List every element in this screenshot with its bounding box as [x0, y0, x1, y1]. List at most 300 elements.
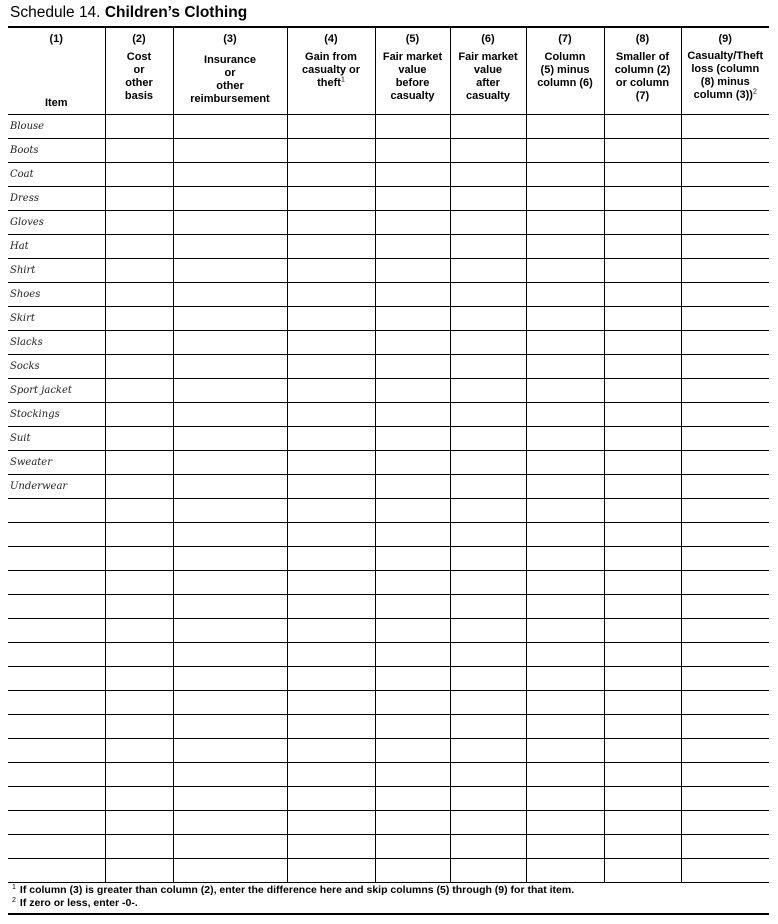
- table-row: [8, 259, 769, 283]
- entry-cell[interactable]: [681, 523, 769, 547]
- entry-cell[interactable]: [681, 307, 769, 331]
- entry-cell[interactable]: [450, 547, 526, 571]
- entry-cell[interactable]: [375, 331, 450, 355]
- entry-cell[interactable]: [173, 835, 287, 859]
- item-name-cell[interactable]: Blouse: [8, 115, 105, 139]
- entry-cell[interactable]: [375, 835, 450, 859]
- entry-cell[interactable]: [681, 403, 769, 427]
- entry-cell[interactable]: [450, 235, 526, 259]
- entry-cell[interactable]: [450, 139, 526, 163]
- item-name-cell[interactable]: Suit: [8, 427, 105, 451]
- entry-cell[interactable]: [105, 619, 173, 643]
- entry-cell[interactable]: [287, 523, 375, 547]
- entry-cell[interactable]: [105, 187, 173, 211]
- entry-cell[interactable]: [173, 451, 287, 475]
- entry-cell[interactable]: [604, 691, 681, 715]
- entry-cell[interactable]: [526, 475, 604, 499]
- item-name-cell[interactable]: Sport jacket: [8, 379, 105, 403]
- entry-cell[interactable]: [526, 187, 604, 211]
- entry-cell[interactable]: [173, 187, 287, 211]
- entry-cell[interactable]: [450, 355, 526, 379]
- item-name-cell[interactable]: Underwear: [8, 475, 105, 499]
- entry-cell[interactable]: [526, 115, 604, 139]
- entry-cell[interactable]: [604, 739, 681, 763]
- entry-cell[interactable]: [173, 163, 287, 187]
- entry-cell[interactable]: [105, 595, 173, 619]
- entry-cell[interactable]: [287, 619, 375, 643]
- item-name-cell[interactable]: Sweater: [8, 451, 105, 475]
- entry-cell[interactable]: [287, 379, 375, 403]
- entry-cell[interactable]: [681, 811, 769, 835]
- entry-cell[interactable]: [526, 619, 604, 643]
- entry-cell[interactable]: [287, 307, 375, 331]
- entry-cell[interactable]: [105, 523, 173, 547]
- entry-cell[interactable]: [105, 115, 173, 139]
- entry-cell[interactable]: [450, 379, 526, 403]
- entry-cell[interactable]: [681, 451, 769, 475]
- entry-cell[interactable]: [287, 187, 375, 211]
- entry-cell[interactable]: [604, 403, 681, 427]
- entry-cell[interactable]: [173, 859, 287, 883]
- item-name-cell[interactable]: [8, 547, 105, 571]
- entry-cell[interactable]: [604, 787, 681, 811]
- entry-cell[interactable]: [375, 283, 450, 307]
- entry-cell[interactable]: [526, 835, 604, 859]
- entry-cell[interactable]: [173, 763, 287, 787]
- entry-cell[interactable]: [526, 643, 604, 667]
- entry-cell[interactable]: [604, 499, 681, 523]
- entry-cell[interactable]: [173, 499, 287, 523]
- entry-cell[interactable]: [287, 715, 375, 739]
- entry-cell[interactable]: [173, 547, 287, 571]
- entry-cell[interactable]: [105, 739, 173, 763]
- entry-cell[interactable]: [450, 691, 526, 715]
- entry-cell[interactable]: [681, 259, 769, 283]
- entry-cell[interactable]: [604, 307, 681, 331]
- entry-cell[interactable]: [173, 691, 287, 715]
- col-header-item: [8, 28, 105, 115]
- entry-cell[interactable]: [105, 379, 173, 403]
- entry-cell[interactable]: [287, 739, 375, 763]
- entry-cell[interactable]: [450, 427, 526, 451]
- entry-cell[interactable]: [375, 163, 450, 187]
- item-name-cell[interactable]: [8, 691, 105, 715]
- entry-cell[interactable]: [105, 211, 173, 235]
- item-name-cell[interactable]: [8, 571, 105, 595]
- entry-cell[interactable]: [173, 139, 287, 163]
- entry-cell[interactable]: [450, 835, 526, 859]
- entry-cell[interactable]: [604, 259, 681, 283]
- entry-cell[interactable]: [173, 283, 287, 307]
- entry-cell[interactable]: [526, 331, 604, 355]
- entry-cell[interactable]: [450, 283, 526, 307]
- entry-cell[interactable]: [450, 715, 526, 739]
- entry-cell[interactable]: [604, 835, 681, 859]
- entry-cell[interactable]: [375, 691, 450, 715]
- entry-cell[interactable]: [526, 283, 604, 307]
- table-row: [8, 595, 769, 619]
- entry-cell[interactable]: [375, 307, 450, 331]
- entry-cell[interactable]: [287, 691, 375, 715]
- entry-cell[interactable]: [375, 235, 450, 259]
- entry-cell[interactable]: [287, 235, 375, 259]
- item-name-cell[interactable]: [8, 667, 105, 691]
- entry-cell[interactable]: [105, 355, 173, 379]
- entry-cell[interactable]: [526, 379, 604, 403]
- entry-cell[interactable]: [375, 403, 450, 427]
- entry-cell[interactable]: [450, 763, 526, 787]
- footnote-mark: 2: [12, 896, 16, 904]
- entry-cell[interactable]: [287, 259, 375, 283]
- entry-cell[interactable]: [604, 283, 681, 307]
- entry-cell[interactable]: [450, 115, 526, 139]
- entry-cell[interactable]: [173, 643, 287, 667]
- entry-cell[interactable]: [450, 163, 526, 187]
- entry-cell[interactable]: [375, 739, 450, 763]
- entry-cell[interactable]: [526, 355, 604, 379]
- item-name-cell[interactable]: Slacks: [8, 331, 105, 355]
- col-header-fmv-before: [375, 28, 450, 115]
- entry-cell[interactable]: [375, 427, 450, 451]
- entry-cell[interactable]: [105, 307, 173, 331]
- entry-cell[interactable]: [105, 715, 173, 739]
- entry-cell[interactable]: [526, 859, 604, 883]
- entry-cell[interactable]: [287, 115, 375, 139]
- col-number: (6): [481, 33, 495, 45]
- entry-cell[interactable]: [105, 571, 173, 595]
- entry-cell[interactable]: [375, 811, 450, 835]
- entry-cell[interactable]: [375, 859, 450, 883]
- entry-cell[interactable]: [526, 763, 604, 787]
- entry-cell[interactable]: [287, 163, 375, 187]
- entry-cell[interactable]: [287, 499, 375, 523]
- entry-cell[interactable]: [681, 379, 769, 403]
- entry-cell[interactable]: [287, 763, 375, 787]
- entry-cell[interactable]: [604, 187, 681, 211]
- entry-cell[interactable]: [105, 403, 173, 427]
- entry-cell[interactable]: [604, 811, 681, 835]
- entry-cell[interactable]: [604, 139, 681, 163]
- entry-cell[interactable]: [450, 811, 526, 835]
- entry-cell[interactable]: [375, 715, 450, 739]
- entry-cell[interactable]: [287, 547, 375, 571]
- entry-cell[interactable]: [287, 451, 375, 475]
- entry-cell[interactable]: [604, 571, 681, 595]
- entry-cell[interactable]: [526, 667, 604, 691]
- entry-cell[interactable]: [287, 427, 375, 451]
- entry-cell[interactable]: [681, 715, 769, 739]
- item-name-cell[interactable]: [8, 739, 105, 763]
- entry-cell[interactable]: [173, 259, 287, 283]
- entry-cell[interactable]: [173, 715, 287, 739]
- entry-cell[interactable]: [375, 547, 450, 571]
- entry-cell[interactable]: [287, 571, 375, 595]
- entry-cell[interactable]: [375, 763, 450, 787]
- entry-cell[interactable]: [681, 499, 769, 523]
- entry-cell[interactable]: [526, 163, 604, 187]
- entry-cell[interactable]: [681, 163, 769, 187]
- entry-cell[interactable]: [105, 787, 173, 811]
- item-name-cell[interactable]: Stockings: [8, 403, 105, 427]
- entry-cell[interactable]: [604, 451, 681, 475]
- entry-cell[interactable]: [105, 427, 173, 451]
- entry-cell[interactable]: [526, 139, 604, 163]
- entry-cell[interactable]: [526, 211, 604, 235]
- entry-cell[interactable]: [526, 571, 604, 595]
- entry-cell[interactable]: [375, 115, 450, 139]
- entry-cell[interactable]: [287, 595, 375, 619]
- entry-cell[interactable]: [287, 139, 375, 163]
- entry-cell[interactable]: [681, 235, 769, 259]
- entry-cell[interactable]: [681, 139, 769, 163]
- entry-cell[interactable]: [681, 571, 769, 595]
- entry-cell[interactable]: [375, 643, 450, 667]
- entry-cell[interactable]: [526, 691, 604, 715]
- entry-cell[interactable]: [526, 307, 604, 331]
- entry-cell[interactable]: [526, 547, 604, 571]
- item-name-cell[interactable]: Boots: [8, 139, 105, 163]
- table-row: [8, 859, 769, 883]
- entry-cell[interactable]: [287, 667, 375, 691]
- entry-cell[interactable]: [287, 403, 375, 427]
- entry-cell[interactable]: [450, 187, 526, 211]
- item-name-cell[interactable]: Shirt: [8, 259, 105, 283]
- entry-cell[interactable]: [604, 859, 681, 883]
- entry-cell[interactable]: [375, 379, 450, 403]
- entry-cell[interactable]: [526, 595, 604, 619]
- entry-cell[interactable]: [375, 787, 450, 811]
- entry-cell[interactable]: [526, 499, 604, 523]
- entry-cell[interactable]: [604, 715, 681, 739]
- entry-cell[interactable]: [287, 355, 375, 379]
- item-name-cell[interactable]: Shoes: [8, 283, 105, 307]
- entry-cell[interactable]: [681, 835, 769, 859]
- entry-cell[interactable]: [105, 475, 173, 499]
- entry-cell[interactable]: [450, 259, 526, 283]
- entry-cell[interactable]: [604, 595, 681, 619]
- entry-cell[interactable]: [450, 475, 526, 499]
- entry-cell[interactable]: [375, 211, 450, 235]
- entry-cell[interactable]: [173, 379, 287, 403]
- entry-cell[interactable]: [681, 427, 769, 451]
- entry-cell[interactable]: [287, 787, 375, 811]
- entry-cell[interactable]: [105, 811, 173, 835]
- entry-cell[interactable]: [681, 355, 769, 379]
- entry-cell[interactable]: [173, 619, 287, 643]
- entry-cell[interactable]: [681, 331, 769, 355]
- entry-cell[interactable]: [375, 619, 450, 643]
- entry-cell[interactable]: [173, 235, 287, 259]
- entry-cell[interactable]: [375, 187, 450, 211]
- table-row: [8, 451, 769, 475]
- entry-cell[interactable]: [105, 331, 173, 355]
- entry-cell[interactable]: [173, 475, 287, 499]
- entry-cell[interactable]: [450, 571, 526, 595]
- entry-cell[interactable]: [173, 307, 287, 331]
- entry-cell[interactable]: [105, 643, 173, 667]
- item-name-cell[interactable]: [8, 835, 105, 859]
- entry-cell[interactable]: [526, 811, 604, 835]
- entry-cell[interactable]: [681, 475, 769, 499]
- entry-cell[interactable]: [450, 499, 526, 523]
- entry-cell[interactable]: [681, 211, 769, 235]
- entry-cell[interactable]: [681, 619, 769, 643]
- entry-cell[interactable]: [105, 859, 173, 883]
- entry-cell[interactable]: [681, 739, 769, 763]
- entry-cell[interactable]: [681, 787, 769, 811]
- item-name-cell[interactable]: Hat: [8, 235, 105, 259]
- entry-cell[interactable]: [105, 499, 173, 523]
- entry-cell[interactable]: [450, 403, 526, 427]
- entry-cell[interactable]: [375, 499, 450, 523]
- col-number: (8): [635, 33, 650, 45]
- entry-cell[interactable]: [604, 763, 681, 787]
- entry-cell[interactable]: [173, 523, 287, 547]
- entry-cell[interactable]: [681, 283, 769, 307]
- entry-cell[interactable]: [105, 835, 173, 859]
- entry-cell[interactable]: [375, 139, 450, 163]
- entry-cell[interactable]: [604, 379, 681, 403]
- entry-cell[interactable]: [173, 427, 287, 451]
- entry-cell[interactable]: [287, 811, 375, 835]
- entry-cell[interactable]: [526, 403, 604, 427]
- entry-cell[interactable]: [173, 403, 287, 427]
- entry-cell[interactable]: [105, 235, 173, 259]
- entry-cell[interactable]: [450, 307, 526, 331]
- entry-cell[interactable]: [450, 667, 526, 691]
- entry-cell[interactable]: [681, 763, 769, 787]
- entry-cell[interactable]: [173, 667, 287, 691]
- entry-cell[interactable]: [375, 523, 450, 547]
- entry-cell[interactable]: [287, 859, 375, 883]
- entry-cell[interactable]: [604, 235, 681, 259]
- entry-cell[interactable]: [375, 595, 450, 619]
- entry-cell[interactable]: [105, 547, 173, 571]
- entry-cell[interactable]: [450, 595, 526, 619]
- entry-cell[interactable]: [526, 235, 604, 259]
- entry-cell[interactable]: [450, 523, 526, 547]
- entry-cell[interactable]: [681, 643, 769, 667]
- entry-cell[interactable]: [604, 331, 681, 355]
- item-name-cell[interactable]: Dress: [8, 187, 105, 211]
- entry-cell[interactable]: [450, 619, 526, 643]
- entry-cell[interactable]: [604, 475, 681, 499]
- entry-cell[interactable]: [105, 691, 173, 715]
- entry-cell[interactable]: [105, 451, 173, 475]
- entry-cell[interactable]: [287, 643, 375, 667]
- item-name-cell[interactable]: [8, 595, 105, 619]
- entry-cell[interactable]: [375, 571, 450, 595]
- item-name-cell[interactable]: [8, 499, 105, 523]
- entry-cell[interactable]: [375, 667, 450, 691]
- entry-cell[interactable]: [173, 787, 287, 811]
- entry-cell[interactable]: [173, 739, 287, 763]
- item-name-cell[interactable]: Gloves: [8, 211, 105, 235]
- entry-cell[interactable]: [681, 691, 769, 715]
- entry-cell[interactable]: [604, 547, 681, 571]
- entry-cell[interactable]: [604, 643, 681, 667]
- col-label: Item: [44, 97, 68, 109]
- entry-cell[interactable]: [604, 211, 681, 235]
- entry-cell[interactable]: [526, 787, 604, 811]
- entry-cell[interactable]: [173, 331, 287, 355]
- entry-cell[interactable]: [173, 115, 287, 139]
- item-name-cell[interactable]: Skirt: [8, 307, 105, 331]
- entry-cell[interactable]: [604, 115, 681, 139]
- entry-cell[interactable]: [105, 667, 173, 691]
- entry-cell[interactable]: [287, 283, 375, 307]
- entry-cell[interactable]: [173, 595, 287, 619]
- item-name-cell[interactable]: Socks: [8, 355, 105, 379]
- entry-cell[interactable]: [604, 163, 681, 187]
- item-name-cell[interactable]: [8, 643, 105, 667]
- entry-cell[interactable]: [173, 571, 287, 595]
- entry-cell[interactable]: [450, 211, 526, 235]
- table-row: [8, 619, 769, 643]
- entry-cell[interactable]: [526, 739, 604, 763]
- entry-cell[interactable]: [287, 331, 375, 355]
- entry-cell[interactable]: [450, 859, 526, 883]
- entry-cell[interactable]: [526, 715, 604, 739]
- entry-cell[interactable]: [173, 811, 287, 835]
- entry-cell[interactable]: [173, 355, 287, 379]
- entry-cell[interactable]: [526, 427, 604, 451]
- item-name-cell[interactable]: [8, 859, 105, 883]
- entry-cell[interactable]: [604, 619, 681, 643]
- entry-cell[interactable]: [375, 259, 450, 283]
- entry-cell[interactable]: [450, 643, 526, 667]
- item-name-cell[interactable]: [8, 523, 105, 547]
- entry-cell[interactable]: [287, 475, 375, 499]
- entry-cell[interactable]: [375, 451, 450, 475]
- item-name-cell[interactable]: Coat: [8, 163, 105, 187]
- entry-cell[interactable]: [287, 835, 375, 859]
- entry-cell[interactable]: [105, 139, 173, 163]
- entry-cell[interactable]: [450, 739, 526, 763]
- item-name-cell[interactable]: [8, 715, 105, 739]
- entry-cell[interactable]: [681, 187, 769, 211]
- entry-cell[interactable]: [681, 667, 769, 691]
- entry-cell[interactable]: [450, 331, 526, 355]
- entry-cell[interactable]: [105, 163, 173, 187]
- entry-cell[interactable]: [375, 355, 450, 379]
- entry-cell[interactable]: [450, 451, 526, 475]
- entry-cell[interactable]: [604, 667, 681, 691]
- entry-cell[interactable]: [681, 859, 769, 883]
- entry-cell[interactable]: [604, 523, 681, 547]
- item-name-cell[interactable]: [8, 787, 105, 811]
- entry-cell[interactable]: [287, 211, 375, 235]
- item-name-cell[interactable]: [8, 763, 105, 787]
- entry-cell[interactable]: [681, 595, 769, 619]
- entry-cell[interactable]: [375, 475, 450, 499]
- entry-cell[interactable]: [173, 211, 287, 235]
- entry-cell[interactable]: [604, 427, 681, 451]
- entry-cell[interactable]: [526, 523, 604, 547]
- entry-cell[interactable]: [450, 787, 526, 811]
- entry-cell[interactable]: [604, 355, 681, 379]
- entry-cell[interactable]: [526, 451, 604, 475]
- table-row: [8, 691, 769, 715]
- entry-cell[interactable]: [105, 283, 173, 307]
- item-name-cell[interactable]: [8, 619, 105, 643]
- entry-cell[interactable]: [105, 763, 173, 787]
- entry-cell[interactable]: [681, 547, 769, 571]
- entry-cell[interactable]: [526, 259, 604, 283]
- entry-cell[interactable]: [105, 259, 173, 283]
- entry-cell[interactable]: [681, 115, 769, 139]
- item-name-cell[interactable]: [8, 811, 105, 835]
